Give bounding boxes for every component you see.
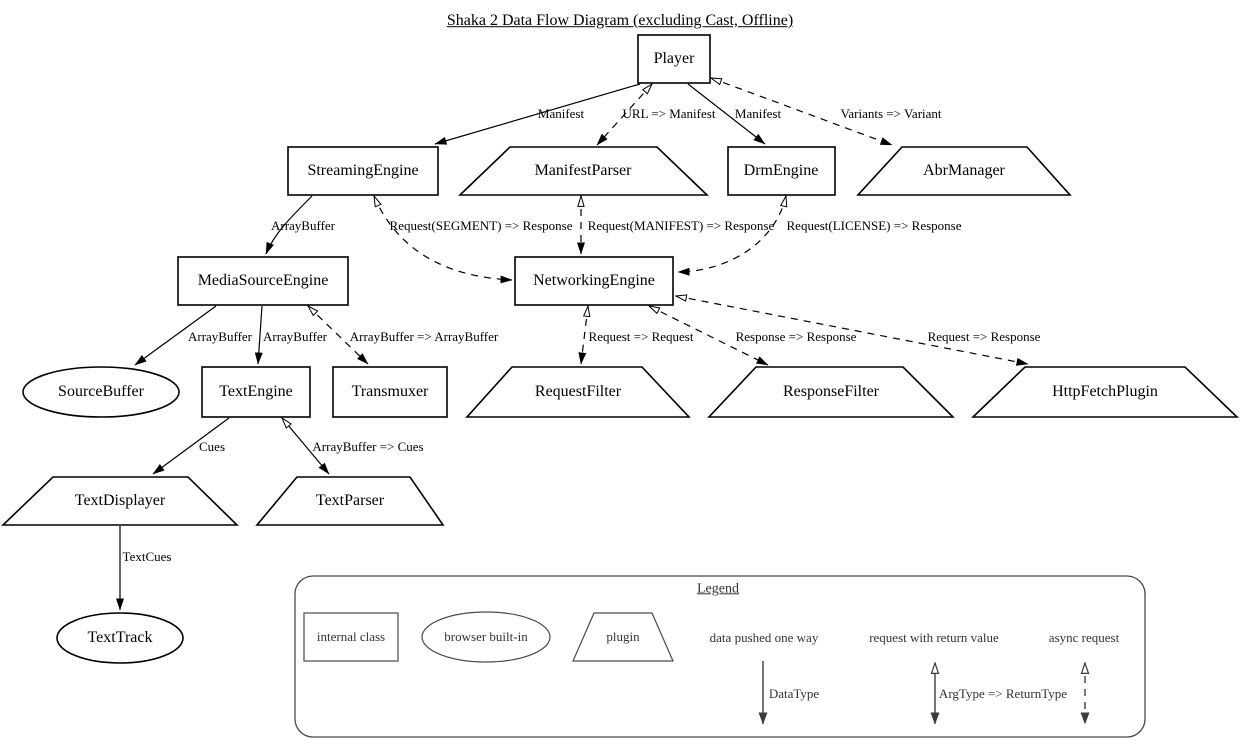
node-source-buffer: SourceBuffer xyxy=(58,383,144,401)
edge-label-manifest-streaming: Manifest xyxy=(537,105,585,121)
legend-plugin-label: plugin xyxy=(606,628,640,644)
edge-label-request-segment: Request(SEGMENT) => Response xyxy=(389,217,573,233)
legend-internal-class-label: internal class xyxy=(316,628,386,644)
node-player: Player xyxy=(653,50,695,68)
node-http-fetch-plugin: HttpFetchPlugin xyxy=(1052,383,1158,401)
node-manifest-parser: ManifestParser xyxy=(534,162,632,180)
node-request-filter: RequestFilter xyxy=(534,383,622,401)
diagram-title: Shaka 2 Data Flow Diagram (excluding Cast, Offline) xyxy=(446,12,794,30)
node-media-source-engine: MediaSourceEngine xyxy=(197,272,329,290)
edge-label-request-request: Request => Request xyxy=(588,328,694,344)
edge-label-arraybuffer-transmuxer: ArrayBuffer => ArrayBuffer xyxy=(349,328,499,344)
edge-streamingengine-networkingengine xyxy=(374,196,512,280)
node-response-filter: ResponseFilter xyxy=(783,383,879,401)
legend-argtype-label: ArgType => ReturnType xyxy=(938,685,1068,701)
legend-box xyxy=(295,576,1145,737)
edge-label-request-license: Request(LICENSE) => Response xyxy=(786,217,962,233)
edge-label-manifest-drm: Manifest xyxy=(734,105,782,121)
node-text-displayer: TextDisplayer xyxy=(74,492,166,510)
edge-label-response-response: Response => Response xyxy=(735,328,857,344)
edge-label-arraybuffer-textengine: ArrayBuffer xyxy=(262,328,328,344)
legend-async-request-label: async request xyxy=(1048,629,1120,645)
edge-label-textcues: TextCues xyxy=(122,548,172,564)
legend-datatype-label: DataType xyxy=(768,685,820,701)
edge-label-arraybuffer-sourcebuffer: ArrayBuffer xyxy=(187,328,253,344)
node-networking-engine: NetworkingEngine xyxy=(533,272,655,290)
node-streaming-engine: StreamingEngine xyxy=(307,162,419,180)
node-text-engine: TextEngine xyxy=(219,383,293,401)
legend-request-return-label: request with return value xyxy=(869,629,999,645)
node-abr-manager: AbrManager xyxy=(923,162,1005,180)
edge-label-url-manifest: URL => Manifest xyxy=(622,105,716,121)
edge-label-request-response: Request => Response xyxy=(927,328,1041,344)
edge-networkingengine-requestfilter xyxy=(581,306,588,364)
node-drm-engine: DrmEngine xyxy=(743,162,819,180)
edge-label-arraybuffer-streaming: ArrayBuffer xyxy=(270,217,336,233)
edge-label-arraybuffer-cues: ArrayBuffer => Cues xyxy=(312,438,424,454)
edge-label-variants-variant: Variants => Variant xyxy=(840,105,942,121)
node-transmuxer: Transmuxer xyxy=(351,383,429,401)
legend-data-pushed-label: data pushed one way xyxy=(709,629,819,645)
edge-drmengine-networkingengine xyxy=(678,196,786,272)
edge-label-request-manifest: Request(MANIFEST) => Response xyxy=(587,217,775,233)
node-text-parser: TextParser xyxy=(315,492,385,510)
legend-browser-builtin-label: browser built-in xyxy=(444,628,528,644)
edge-mediasourceengine-textengine xyxy=(258,306,262,364)
node-text-track: TextTrack xyxy=(87,629,153,647)
legend-title: Legend xyxy=(697,581,739,597)
edge-label-cues: Cues xyxy=(199,438,225,454)
